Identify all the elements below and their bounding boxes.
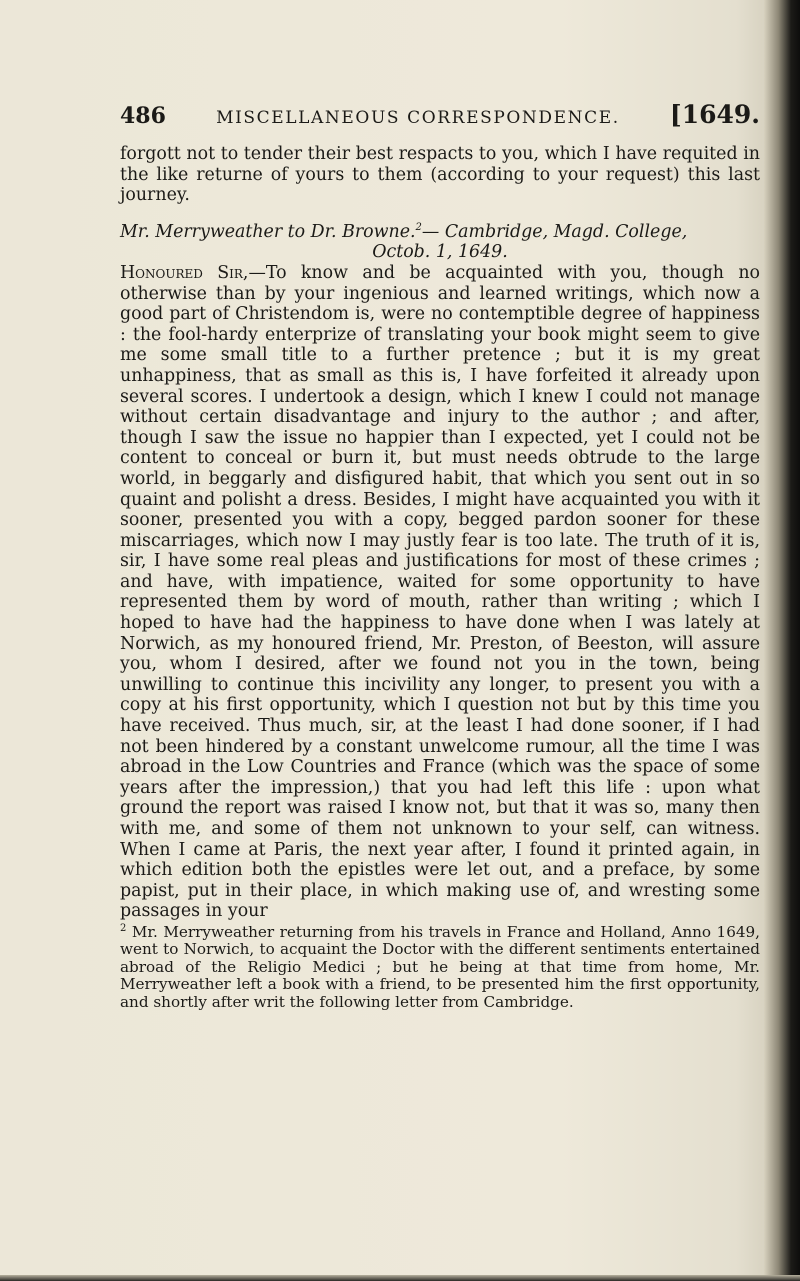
footnote [120, 924, 760, 1011]
letter-body [120, 263, 760, 922]
letter-salutation: Honoured Sir, [120, 262, 249, 283]
page-header [120, 100, 760, 140]
footnote-text: Mr. Merryweather returning from his travels in France and Holland, Anno 1649, went to Norwich, to acquaint the Doctor with the different sentiments entertained abroad of the Religio Medici ; but he being at that time from home, Mr. Merryweather left a book with a friend, to be presented him the first opportunity, and shortly after writ the following letter from Cambridge. [120, 922, 761, 1011]
page-number: 486 [120, 103, 166, 129]
running-title: MISCELLANEOUS CORRESPONDENCE. [216, 108, 620, 128]
page-bottom-edge [0, 1275, 800, 1281]
footnote-mark: 2 [120, 922, 127, 934]
footnote-reference: 2 [415, 221, 422, 233]
letter-sender: Mr. Merryweather to Dr. Browne. [120, 221, 416, 242]
letter-text: —To know and be acquainted with you, though no otherwise than by your ingenious and learned writings, which now a good part of Christendom is, were no contemptible degree of happiness : the fool-hardy enterprize of translating your book might seem to give me some small title to a further pretence ; but it is my great unhappiness, that as small as this is, I have forfeited it already upon several scores. I undertook a design, which I knew I could not manage without certain disadvantage and injury to the author ; and after, though I saw the issue no happier than I expected, yet I could not be content to conceal or burn it, but must needs obtrude to the large world, in beggarly and disfigured habit, that which you sent out in so quaint and polisht a dress. Besides, I might have acquainted you with it sooner, presented you with a copy, begged pardon sooner for these miscarriages, which now I may justly fear is too late. The truth of it is, sir, I have some real pleas and justifications for most of these crimes ; and have, with impatience, waited for some opportunity to have represented them by word of mouth, rather than writing ; which I hoped to have had the happiness to have done when I was lately at Norwich, as my honoured friend, Mr. Preston, of Beeston, will assure you, whom I desired, after we found not you in the town, being unwilling to continue this incivility any longer, to present you with a copy at his first opportunity, which I question not but by this time you have received. Thus much, sir, at the least I had done sooner, if I had not been hindered by a constant unwelcome rumour, all the time I was abroad in the Low Countries and France (which was the space of some years after the impression,) that you had left this life : upon what ground the report was raised I know not, but that it was so, many then with me, and some of them not unknown to your self, can witness. When I came at Paris, the next year after, I found it printed again, in which edition both the epistles were let out, and a preface, by some papist, put in their place, in which making use of, and wresting some passages in your [120, 262, 760, 922]
book-spine-shadow [764, 0, 800, 1281]
header-year: [1649. [669, 100, 760, 129]
letter-place: — Cambridge, Magd. College, [421, 221, 688, 242]
opening-paragraph: forgott not to tender their best respacts to you, which I have requited in the like returne of yours to them (according to your request) this last journey. [120, 144, 760, 206]
page-content [120, 100, 760, 1011]
letter-heading [120, 222, 760, 243]
letter-date: Octob. 1, 1649. [372, 242, 508, 263]
